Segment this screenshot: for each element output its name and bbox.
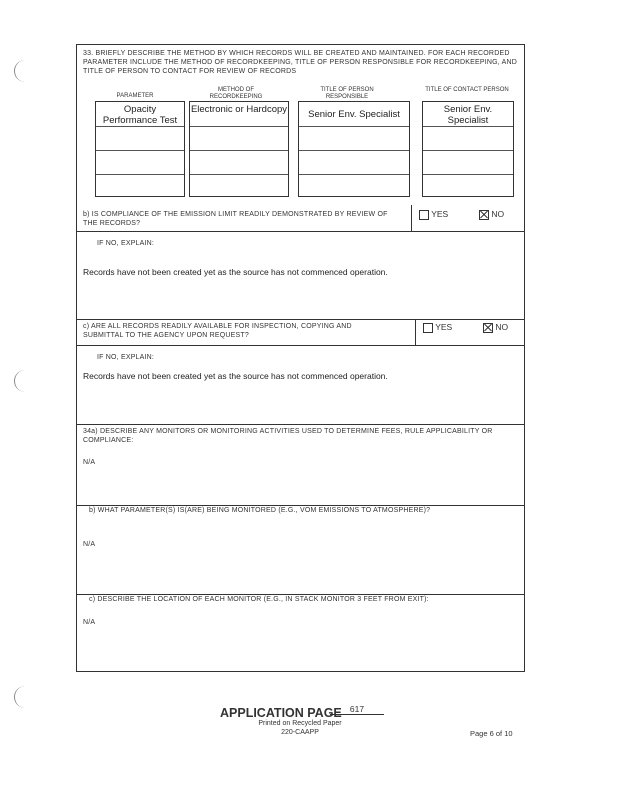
binder-hole-mark — [14, 370, 29, 392]
q34c-question: c) DESCRIBE THE LOCATION OF EACH MONITOR (E.G., IN STACK MONITOR 3 FEET FROM EXIT): — [89, 596, 429, 603]
entry-parameter[interactable]: Opacity Performance Test — [102, 104, 178, 126]
header-method: METHOD OF RECORDKEEPING — [209, 87, 263, 100]
parameter-column — [95, 101, 185, 197]
qb-no-checkbox[interactable] — [479, 210, 489, 220]
q34b-answer[interactable]: N/A — [83, 541, 96, 548]
application-page-number: 617 — [330, 704, 384, 715]
qc-explain-label: IF NO, EXPLAIN: — [97, 354, 155, 361]
contact-column — [422, 101, 514, 197]
qb-yes-option[interactable]: YES — [419, 209, 448, 220]
printed-recycled-note: Printed on Recycled Paper — [258, 720, 342, 727]
header-contact: TITLE OF CONTACT PERSON — [425, 87, 509, 93]
form-box — [76, 44, 525, 672]
header-responsible: TITLE OF PERSON RESPONSIBLE — [320, 87, 374, 100]
qc-no-option[interactable]: NO — [483, 322, 508, 333]
q34c-answer[interactable]: N/A — [83, 619, 96, 626]
qb-question: b) IS COMPLIANCE OF THE EMISSION LIMIT READILY DEMONSTRATED BY REVIEW OF THE RECORDS? — [83, 211, 388, 227]
qc-question: c) ARE ALL RECORDS READILY AVAILABLE FOR INSPECTION, COPYING AND SUBMITTAL TO THE AGENCY UPON REQUEST? — [83, 323, 352, 339]
binder-hole-mark — [14, 60, 29, 82]
qc-yes-checkbox[interactable] — [423, 323, 433, 333]
header-parameter: PARAMETER — [116, 93, 154, 99]
q34a-answer[interactable]: N/A — [83, 459, 96, 466]
qb-explain-label: IF NO, EXPLAIN: — [97, 240, 155, 247]
form-id: 220-CAAPP — [281, 729, 319, 736]
qc-yes-option[interactable]: YES — [423, 322, 452, 333]
qb-answer[interactable]: Records have not been created yet as the source has not commenced operation. — [83, 267, 388, 277]
qb-no-option[interactable]: NO — [479, 209, 504, 220]
q34a-question: 34a) DESCRIBE ANY MONITORS OR MONITORING ACTIVITIES USED TO DETERMINE FEES, RULE APPLICABILITY OR COMPLIANCE: — [83, 428, 493, 444]
page-of: Page 6 of 10 — [470, 729, 513, 738]
qb-yes-checkbox[interactable] — [419, 210, 429, 220]
q33-question: 33. BRIEFLY DESCRIBE THE METHOD BY WHICH RECORDS WILL BE CREATED AND MAINTAINED. FOR EACH RECORDED PARAMETER INCLUDE THE METHOD OF RECORDKEEPING, TITLE OF PERSON RESPONSIBLE FOR RECORDKEEPING, AND TITLE OF PERSON TO CONTACT FOR REVIEW OF RECORDS — [83, 50, 518, 75]
qc-no-checkbox[interactable] — [483, 323, 493, 333]
method-column — [189, 101, 289, 197]
qc-answer[interactable]: Records have not been created yet as the source has not commenced operation. — [83, 371, 388, 381]
entry-contact[interactable]: Senior Env. Specialist — [443, 104, 493, 126]
entry-method[interactable]: Electronic or Hardcopy — [190, 104, 288, 115]
entry-responsible[interactable]: Senior Env. Specialist — [308, 109, 400, 120]
q34b-question: b) WHAT PARAMETER(S) IS(ARE) BEING MONITORED (E.G., VOM EMISSIONS TO ATMOSPHERE)? — [89, 507, 431, 514]
application-page-label: APPLICATION PAGE — [220, 706, 342, 720]
responsible-column — [298, 101, 410, 197]
binder-hole-mark — [14, 686, 29, 708]
